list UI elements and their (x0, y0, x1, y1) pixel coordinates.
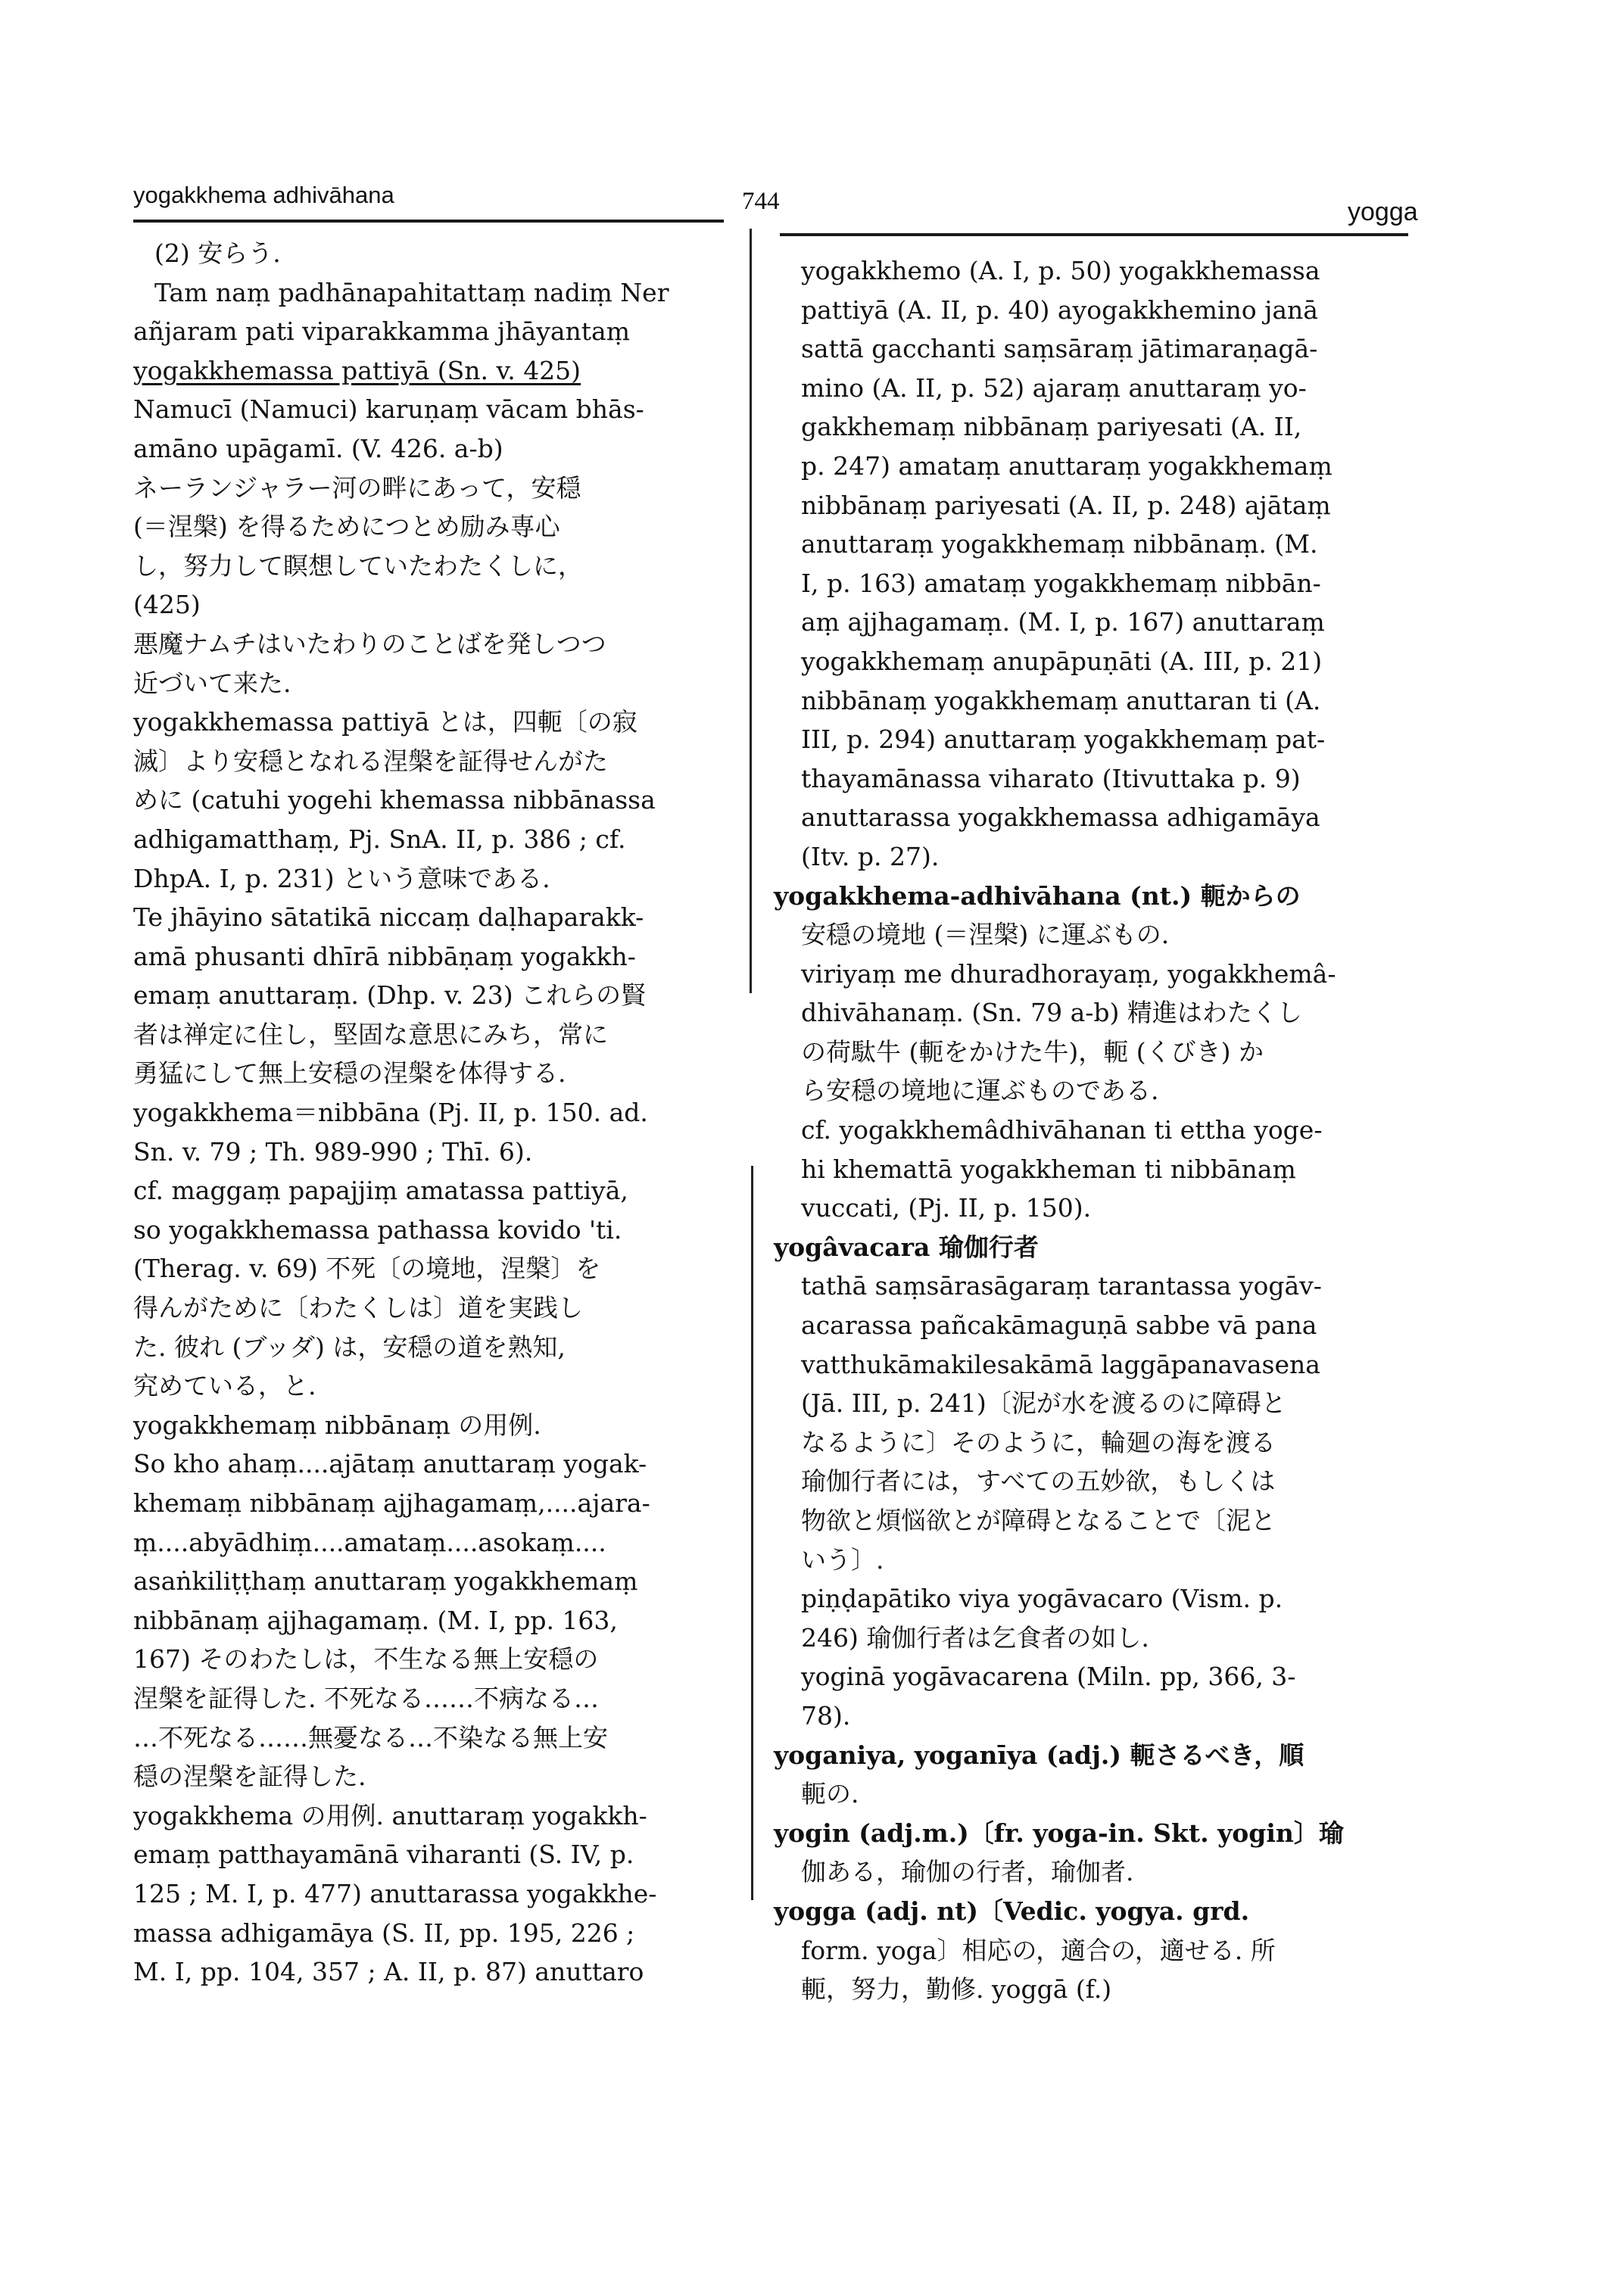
text-line: amāno upāgamī. (V. 426. a-b) (133, 433, 503, 463)
text-line: yogakkhemo (A. I, p. 50) yogakkhemassa (801, 256, 1320, 285)
text-line: (2) 安らう. (154, 238, 281, 268)
text-line: いう〕. (801, 1544, 884, 1575)
text-line: 125 ; M. I, p. 477) anuttarassa yogakkhe- (133, 1878, 657, 1908)
text-line: Te jhāyino sātatikā niccaṃ daḷhaparakk- (133, 902, 644, 933)
running-head-left: yogakkhema adhivāhana (133, 182, 394, 208)
text-line: aṃ ajjhagamaṃ. (M. I, p. 167) anuttaraṃ (801, 607, 1325, 637)
text-line: sattā gacchanti saṃsāraṃ jātimaraṇagā- (801, 334, 1318, 364)
text-line: cf. yogakkhemâdhivāhanan ti ettha yoge- (801, 1115, 1323, 1145)
text-line: yogakkhemaṃ anupāpuṇāti (A. III, p. 21) (801, 646, 1323, 676)
text-line: p. 247) amataṃ anuttaraṃ yogakkhemaṃ (801, 450, 1333, 481)
text-line: た. 彼れ (ブッダ) は，安穏の道を熟知, (133, 1332, 566, 1362)
text-line: Tam naṃ padhānapahitattaṃ nadiṃ Ner (154, 277, 669, 307)
text-line: pattiyā (A. II, p. 40) ayogakkheminо janā (801, 294, 1318, 325)
text-line: Namucī (Namuci) karuṇaṃ vācam bhās- (133, 394, 644, 425)
text-line: asaṅkiliṭṭhaṃ anuttaraṃ yogakkhemaṃ (133, 1566, 638, 1597)
text-line: I, p. 163) amataṃ yogakkhemaṃ nibbān- (801, 568, 1321, 598)
text-line: 167) そのわたしは，不生なる無上安穏の (133, 1644, 599, 1675)
text-line: 瑜伽行者には，すべての五妙欲，もしくは (801, 1466, 1276, 1497)
text-line: 究めている，と. (133, 1371, 316, 1401)
text-line: 246) 瑜伽行者は乞食者の如し. (801, 1622, 1149, 1653)
text-line: ネーランジャラー河の畔にあって，安穏 (133, 472, 581, 503)
text-line: III, p. 294) anuttaraṃ yogakkhemaṃ pat- (801, 724, 1326, 755)
right-column (774, 251, 1411, 2009)
text-line: adhigamatthaṃ, Pj. SnA. II, p. 386 ; cf. (133, 824, 626, 854)
text-line: …不死なる……無憂なる…不染なる無上安 (133, 1722, 608, 1752)
text-line: 伽ある，瑜伽の行者，瑜伽者. (801, 1857, 1134, 1887)
text-line: DhpA. I, p. 231) という意味である. (133, 863, 550, 893)
text-line: acarassa pañcakāmaguṇā sabbe vā pana (801, 1310, 1317, 1341)
text-line: yogakkhemassa pattiyā とは，四軛〔の寂 (133, 707, 637, 737)
text-line: 勇猛にして無上安穏の涅槃を体得する. (133, 1058, 566, 1089)
text-line: cf. maggaṃ papajjiṃ amatassa pattiyā, (133, 1176, 628, 1206)
text-line: yogakkhema＝nibbāna (Pj. II, p. 150. ad. (133, 1098, 648, 1128)
text-line: tathā saṃsārasāgaraṃ tarantassa yogāv- (801, 1271, 1322, 1301)
text-line: なるように〕そのように，輪廻の海を渡る (801, 1427, 1276, 1457)
text-line: yoginā yogāvacarena (Miln. pp, 366, 3- (801, 1662, 1296, 1692)
text-line: emaṃ patthayamānā viharanti (S. IV, p. (133, 1840, 634, 1870)
text-line: emaṃ anuttaraṃ. (Dhp. v. 23) これらの賢 (133, 980, 647, 1011)
text-line: so yogakkhemassa pathassa kovido 'ti. (133, 1214, 622, 1245)
text-line: 78). (801, 1700, 851, 1731)
text-line: Sn. v. 79 ; Th. 989-990 ; Thī. 6). (133, 1136, 533, 1167)
text-line: So kho ahaṃ....ajātaṃ anuttaraṃ yogak- (133, 1449, 647, 1479)
running-head-right: yogga (1348, 198, 1418, 226)
text-line: hi khemattā yogakkheman ti nibbānaṃ (801, 1154, 1296, 1184)
entry-headword-line: yogin (adj.m.)〔fr. yoga-in. Skt. yogin〕瑜 (774, 1818, 1344, 1848)
text-line: 穏の涅槃を証得した. (133, 1762, 366, 1792)
text-line: nibbānaṃ pariyesati (A. II, p. 248) ajātaṃ (801, 490, 1331, 520)
text-line: thayamānassa viharato (Itivuttaka p. 9) (801, 763, 1301, 793)
text-line: gakkhemaṃ nibbānaṃ pariyesati (A. II, (801, 412, 1302, 442)
text-line: vatthukāmakilesakāmā laggāpanavasena (801, 1349, 1320, 1379)
text-line: 涅槃を証得した. 不死なる……不病なる… (133, 1683, 599, 1713)
text-line: 得んがために〔わたくしは〕道を実践し (133, 1293, 583, 1323)
text-line: yogakkhemaṃ nibbānaṃ の用例. (133, 1410, 541, 1440)
text-line: amā phusanti dhīrā nibbāṇaṃ yogakkh- (133, 941, 636, 971)
text-line: (Therag. v. 69) 不死〔の境地，涅槃〕を (133, 1254, 601, 1284)
text-line: の荷駄牛 (軛をかけた牛)，軛 (くびき) か (801, 1036, 1264, 1067)
entry-headword-line: yogâvacara 瑜伽行者 (774, 1232, 1039, 1262)
text-line: viriyaṃ me dhuradhorayaṃ, yogakkhemâ- (801, 958, 1336, 989)
column-divider-upper (750, 229, 752, 993)
text-line: khemaṃ nibbānaṃ ajjhagamaṃ,....ajara- (133, 1488, 650, 1518)
text-line: yogakkhema の用例. anuttaraṃ yogakkh- (133, 1800, 647, 1830)
column-divider-lower (751, 1166, 753, 1900)
page-number: 744 (742, 188, 780, 215)
text-line: nibbānaṃ ajjhagamaṃ. (M. I, pp. 163, (133, 1605, 618, 1635)
text-line: 者は禅定に住し，堅固な意思にみち，常に (133, 1019, 608, 1049)
text-line: massa adhigamāya (S. II, pp. 195, 226 ; (133, 1918, 635, 1948)
text-line: vuccati, (Pj. II, p. 150). (801, 1193, 1092, 1223)
header-rule-left (133, 220, 724, 223)
text-line: M. I, pp. 104, 357 ; A. II, p. 87) anuttaro (133, 1957, 644, 1987)
text-line: ṃ....abyādhiṃ....amataṃ....asokaṃ.... (133, 1527, 606, 1557)
text-line: (425) (133, 590, 201, 620)
text-line: 軛，努力，勤修. yoggā (f.) (801, 1974, 1112, 2005)
text-line: nibbānaṃ yogakkhemaṃ anuttaran ti (A. (801, 685, 1321, 715)
left-column (133, 234, 731, 1992)
header-rule-right (780, 233, 1408, 236)
text-line: (Itv. p. 27). (801, 841, 940, 871)
text-line: (Jā. III, p. 241)〔泥が水を渡るのに障碍と (801, 1388, 1286, 1419)
text-line: mino (A. II, p. 52) ajaraṃ anuttaraṃ yo- (801, 372, 1307, 403)
text-line: 安穏の境地 (＝涅槃) に運ぶもの. (801, 920, 1170, 950)
text-line: 滅〕より安穏となれる涅槃を証得せんがた (133, 746, 608, 776)
text-line: 悪魔ナムチはいたわりのことばを発しつつ (133, 628, 606, 659)
text-line: 近づいて来た. (133, 668, 291, 698)
text-line: form. yoga〕相応の，適合の，適せる. 所 (801, 1935, 1276, 1965)
text-line: し，努力して瞑想していたわたくしに， (133, 550, 583, 581)
entry-headword-line: yoganiya, yoganīya (adj.) 軛さるべき，順 (774, 1740, 1304, 1770)
text-line: めに (catuhi yogehi khemassa nibbānassa (133, 785, 656, 815)
entry-headword-line: yogga (adj. nt)〔Vedic. yogya. grd. (774, 1896, 1250, 1926)
text-line: dhivāhanaṃ. (Sn. 79 a-b) 精進はわたくし (801, 998, 1302, 1028)
text-line: yogakkhemassa pattiyā (Sn. v. 425) (133, 355, 581, 385)
text-line: anuttarassa yogakkhemassa adhigamāya (801, 802, 1320, 833)
text-line: 物欲と煩悩欲とが障碍となることで〔泥と (801, 1506, 1276, 1535)
text-line: ら安穏の境地に運ぶものである. (801, 1076, 1159, 1106)
text-line: anuttaraṃ yogakkhemaṃ nibbānaṃ. (M. (801, 529, 1318, 559)
text-line: (＝涅槃) を得るためにつとめ励み専心 (133, 512, 560, 542)
text-line: piṇḍapātiko viya yogāvacaro (Vism. p. (801, 1584, 1283, 1614)
entry-headword-line: yogakkhema-adhivāhana (nt.) 軛からの (774, 880, 1301, 911)
text-line: añjaram pati viparakkamma jhāyantaṃ (133, 316, 630, 347)
text-line: 軛の. (801, 1779, 859, 1809)
